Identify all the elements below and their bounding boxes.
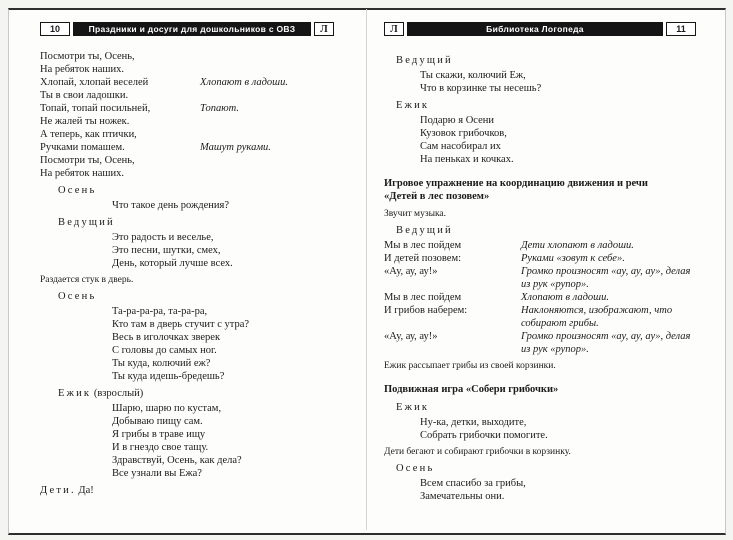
verse-line [40,167,340,180]
speech-line: Замечательны они. [420,491,505,502]
speech-line: Что в корзинке ты несешь? [420,83,542,94]
speech-line: Ты куда идешь-бредешь? [112,371,225,382]
speech-line: Это песни, шутки, смех, [112,245,221,256]
character-name [396,99,698,112]
speech-line: И в гнездо свое тащу. [112,442,209,453]
verse-text: Топай, топай посильней, [40,103,151,114]
character-name-text: Осень [58,185,97,196]
series-logo-left: Л [314,22,334,36]
left-page-content [40,50,340,497]
character-line [40,484,340,497]
character-name-text: Осень [396,463,435,474]
right-page-header [384,22,696,36]
section-heading-line: «Детей в лес позовем» [384,191,490,202]
character-name-text: Осень [58,291,97,302]
right-header-title: Библиотека Логопеда [407,22,663,36]
action-row [384,330,698,356]
speech-line: Подарю я Осени [420,115,494,126]
speech-line: Это радость и веселье, [112,232,214,243]
stage-annotation: Топают. [200,103,239,114]
verse-text: Ручками помашем. [40,142,125,153]
stage-direction: Дети бегают и собирают грибочки в корзинку. [384,447,571,457]
action-verse: И грибов наберем: [384,305,468,316]
verse-line [40,141,340,154]
character-name [396,224,698,237]
left-page-header [40,22,334,36]
action-verse: И детей позовем: [384,253,462,264]
speech-line: День, который лучше всех. [112,258,233,269]
verse-line [40,76,340,89]
right-page-content [384,50,698,503]
speech-line: Что такое день рождения? [112,200,230,211]
character-name [58,387,340,400]
verse-line [40,128,340,141]
verse-line [40,115,340,128]
verse-line [40,63,340,76]
action-row [384,252,698,265]
character-name-text: Ведущий [396,55,453,66]
speech-line: Здравствуй, Осень, как дела? [112,455,242,466]
stage-direction: Раздается стук в дверь. [40,275,134,285]
speech-line: Ты скажи, колючий Еж, [420,70,526,81]
speech-line: Все узнали вы Ежа? [112,468,202,479]
stage-annotation: Хлопают в ладоши. [200,77,288,88]
stage-direction: Звучит музыка. [384,209,447,219]
verse-text: А теперь, как птички, [40,129,137,140]
character-name-suffix: (взрослый) [91,388,144,399]
character-name-text: Ежик [396,100,430,111]
character-name [396,54,698,67]
page-number-right: 11 [666,22,696,36]
action-annotation: Руками «зовут к себе». [521,253,625,264]
action-annotation: Громко произносят «ау, ау, ау», делая из рук «рупор». [521,331,691,355]
stage-direction: Ежик рассыпает грибы из своей корзинки. [384,361,556,371]
verse-text: Хлопай, хлопай веселей [40,77,149,88]
action-row [384,291,698,304]
action-annotation: Дети хлопают в ладоши. [521,240,634,251]
speech-line: Всем спасибо за грибы, [420,478,526,489]
character-name [58,184,340,197]
verse-text: Ты в свои ладошки. [40,90,129,101]
action-annotation: Громко произносят «ау, ау, ау», делая из рук «рупор». [521,266,691,290]
character-name-text: Ежик [58,388,92,399]
section-heading [384,383,698,396]
verse-line [40,154,340,167]
gutter-line [366,9,367,530]
speech-line: Кто там в дверь стучит с утра? [112,319,250,330]
speech-line: Та-ра-ра-ра, та-ра-ра, [112,306,208,317]
speech-line: Весь в иголочках зверек [112,332,221,343]
speech-line: Ты куда, колючий еж? [112,358,211,369]
verse-line [40,89,340,102]
character-name-text: Ежик [396,402,430,413]
character-name [396,401,698,414]
speech-line: На пеньках и кочках. [420,154,514,165]
character-line-rest: Да! [75,485,94,496]
verse-line [40,102,340,115]
speech-line: Ну-ка, детки, выходите, [420,417,527,428]
character-name-text: Ведущий [58,217,115,228]
action-annotation: Хлопают в ладоши. [521,292,609,303]
action-row [384,265,698,291]
verse-text: На ребяток наших. [40,168,124,179]
verse-text: Не жалей ты ножек. [40,116,130,127]
character-name-text: Ведущий [396,225,453,236]
verse-text: Посмотри ты, Осень, [40,51,135,62]
speech-line: Собрать грибочки помогите. [420,430,548,441]
character-name [58,290,340,303]
section-heading-line: Игровое упражнение на координацию движения и речи [384,178,648,189]
section-heading-line: Подвижная игра «Собери грибочки» [384,384,559,395]
speech-line: Кузовок грибочков, [420,128,507,139]
action-verse: Мы в лес пойдем [384,292,462,303]
action-verse: «Ау, ау, ау!» [384,266,438,277]
verse-text: Посмотри ты, Осень, [40,155,135,166]
character-name [58,216,340,229]
character-name-text: Дети. [40,485,76,496]
stage-annotation: Машут руками. [200,142,271,153]
character-name [396,462,698,475]
speech-line: Шарю, шарю по кустам, [112,403,222,414]
action-annotation: Наклоняются, изображают, что собирают грибы. [521,305,673,329]
section-heading [384,177,698,203]
left-header-title: Праздники и досуги для дошкольников с ОВЗ [73,22,311,36]
verse-line [40,50,340,63]
page-number-left: 10 [40,22,70,36]
action-row [384,304,698,330]
action-verse: Мы в лес пойдем [384,240,462,251]
action-table [384,239,698,356]
verse-text: На ребяток наших. [40,64,124,75]
speech-line: Добываю пищу сам. [112,416,203,427]
action-verse: «Ау, ау, ау!» [384,331,438,342]
action-row [384,239,698,252]
series-logo-right: Л [384,22,404,36]
speech-line: С головы до самых ног. [112,345,217,356]
speech-line: Я грибы в траве ищу [112,429,206,440]
speech-line: Сам насобирал их [420,141,501,152]
